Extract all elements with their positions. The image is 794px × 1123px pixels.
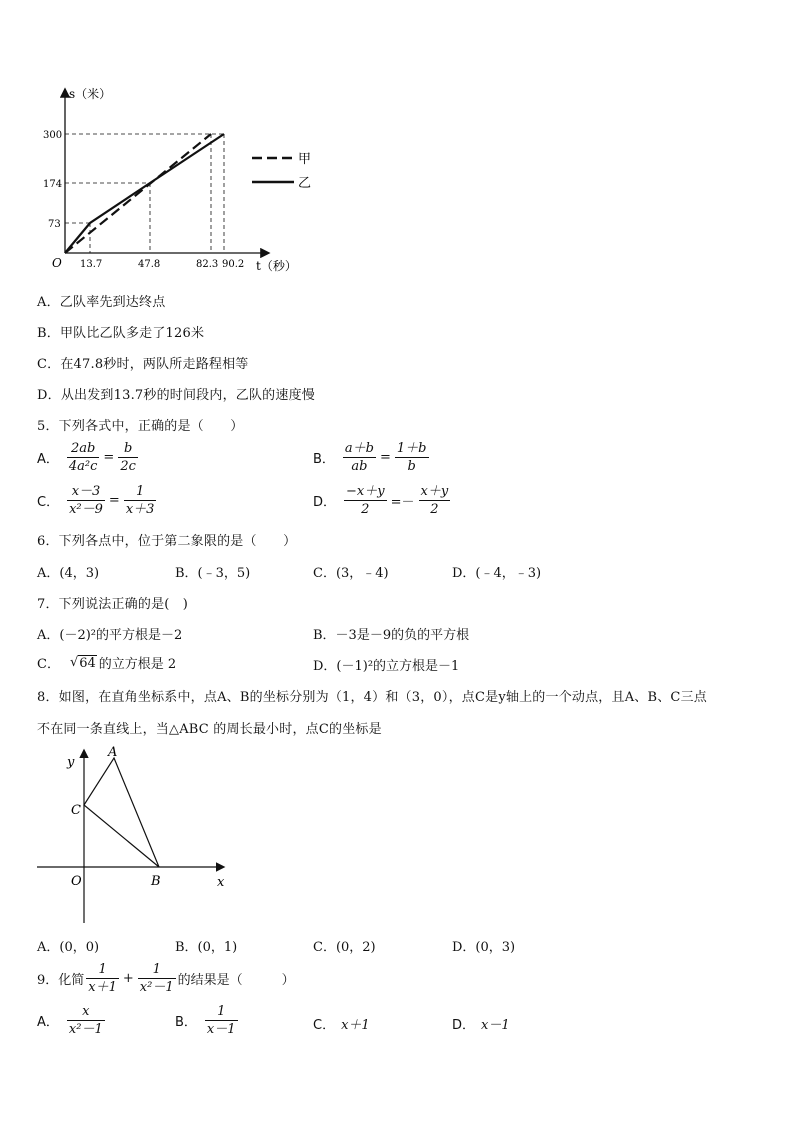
q8-option-a: A．(0，0) bbox=[37, 940, 100, 955]
x-axis-label: t（秒） bbox=[256, 259, 297, 273]
q6-option-a: A．(4，3) bbox=[37, 566, 100, 581]
y-tick-300: 300 bbox=[43, 130, 63, 141]
guide-lines bbox=[65, 134, 224, 253]
x-tick-90.2: 90.2 bbox=[222, 259, 245, 270]
y-axis-label: s（米） bbox=[69, 87, 112, 101]
q5-option-a: A． $\frac{2ab}{\text{4a²c}}$ = $\frac{b}{2c}$ bbox=[37, 441, 136, 474]
q4-option-a: A．乙队率先到达终点 bbox=[37, 295, 166, 310]
x-tick-82.3: 82.3 bbox=[196, 259, 219, 270]
legend-yi-label: 乙 bbox=[298, 176, 312, 191]
q5-c-label: C． bbox=[37, 495, 60, 510]
fig-label-y: y bbox=[67, 755, 75, 770]
fig-label-o: O bbox=[71, 874, 82, 889]
q6-option-b: B．(﹣3，5) bbox=[175, 566, 251, 581]
q5-option-b: B． $\frac{a+b}{ab}$ = $\frac{1+b}{b}$ bbox=[313, 441, 427, 474]
q8-stem-line1: 8．如图，在直角坐标系中，点A、B的坐标分别为（1，4）和（3，0），点C是y轴上的一个动点，且A、B、C三点 bbox=[37, 690, 707, 705]
q7-option-d: D．(－1)²的立方根是－1 bbox=[313, 659, 460, 674]
origin-label: O bbox=[52, 256, 62, 270]
q9-option-a: A． $\frac{x}{\text{x²－1}}$ bbox=[37, 1004, 103, 1037]
q4-option-c: C．在47.8秒时，两队所走路程相等 bbox=[37, 357, 249, 372]
sqrt-radicand: 64 bbox=[79, 655, 96, 671]
q5-b-label: B． bbox=[313, 452, 335, 467]
q8-stem-line2: 不在同一条直线上，当△ABC 的周长最小时，点C的坐标是 bbox=[37, 722, 382, 737]
q9-option-b: B． $\frac{1}{x-1}$ bbox=[175, 1004, 236, 1037]
q7-option-c: C． √ 64 的立方根是 2 bbox=[37, 655, 177, 672]
q5-d-label: D． bbox=[313, 495, 337, 510]
x-tick-47.8: 47.8 bbox=[138, 259, 161, 270]
fig-label-x: x bbox=[217, 875, 225, 890]
q9-option-c: C． x＋1 bbox=[313, 1018, 370, 1033]
q9-option-d: D． x－1 bbox=[452, 1018, 510, 1033]
legend-jia-label: 甲 bbox=[298, 152, 312, 167]
q5-a-label: A． bbox=[37, 452, 59, 467]
series-jia-line bbox=[65, 134, 211, 253]
q4-option-d: D．从出发到13.7秒的时间段内，乙队的速度慢 bbox=[37, 388, 315, 403]
fig-label-c: C bbox=[71, 803, 81, 818]
q6-option-d: D．(﹣4，﹣3) bbox=[452, 566, 542, 581]
y-tick-174: 174 bbox=[43, 179, 63, 190]
q8-option-d: D．(0，3) bbox=[452, 940, 516, 955]
q6-option-c: C．(3，﹣4) bbox=[313, 566, 389, 581]
series-yi-line bbox=[65, 134, 224, 253]
q8-option-c: C．(0，2) bbox=[313, 940, 376, 955]
x-tick-13.7: 13.7 bbox=[80, 259, 103, 270]
y-tick-73: 73 bbox=[48, 219, 61, 230]
q7-stem: 7．下列说法正确的是( ) bbox=[37, 597, 189, 612]
fig-label-b: B bbox=[151, 874, 161, 889]
q6-stem: 6．下列各点中，位于第二象限的是（ ） bbox=[37, 534, 297, 549]
triangle-abc bbox=[84, 758, 159, 867]
q7-option-a: A．(－2)²的平方根是－2 bbox=[37, 628, 183, 643]
q8-option-b: B．(0，1) bbox=[175, 940, 238, 955]
fig-label-a: A bbox=[108, 745, 118, 760]
q5-option-d: D． $\frac{-x+y}{2}$ =－ $\frac{x+y}{2}$ bbox=[313, 484, 449, 517]
sqrt-symbol: √ bbox=[69, 655, 79, 670]
q7-option-b: B．－3是－9的负的平方根 bbox=[313, 628, 470, 643]
distance-time-graph bbox=[40, 80, 340, 280]
q4-option-b: B．甲队比乙队多走了126米 bbox=[37, 326, 205, 341]
q9-stem: 9．化简 $\frac{1}{x+1}$ + $\frac{1}{\text{x²－1}}$ 的结果是（ ） bbox=[37, 962, 295, 995]
q5-option-c: C． $\frac{x-3}{\text{x²－9}}$ = $\frac{1}{x+3}$ bbox=[37, 484, 155, 517]
q5-stem: 5．下列各式中，正确的是（ ） bbox=[37, 419, 244, 434]
triangle-figure bbox=[35, 745, 245, 925]
